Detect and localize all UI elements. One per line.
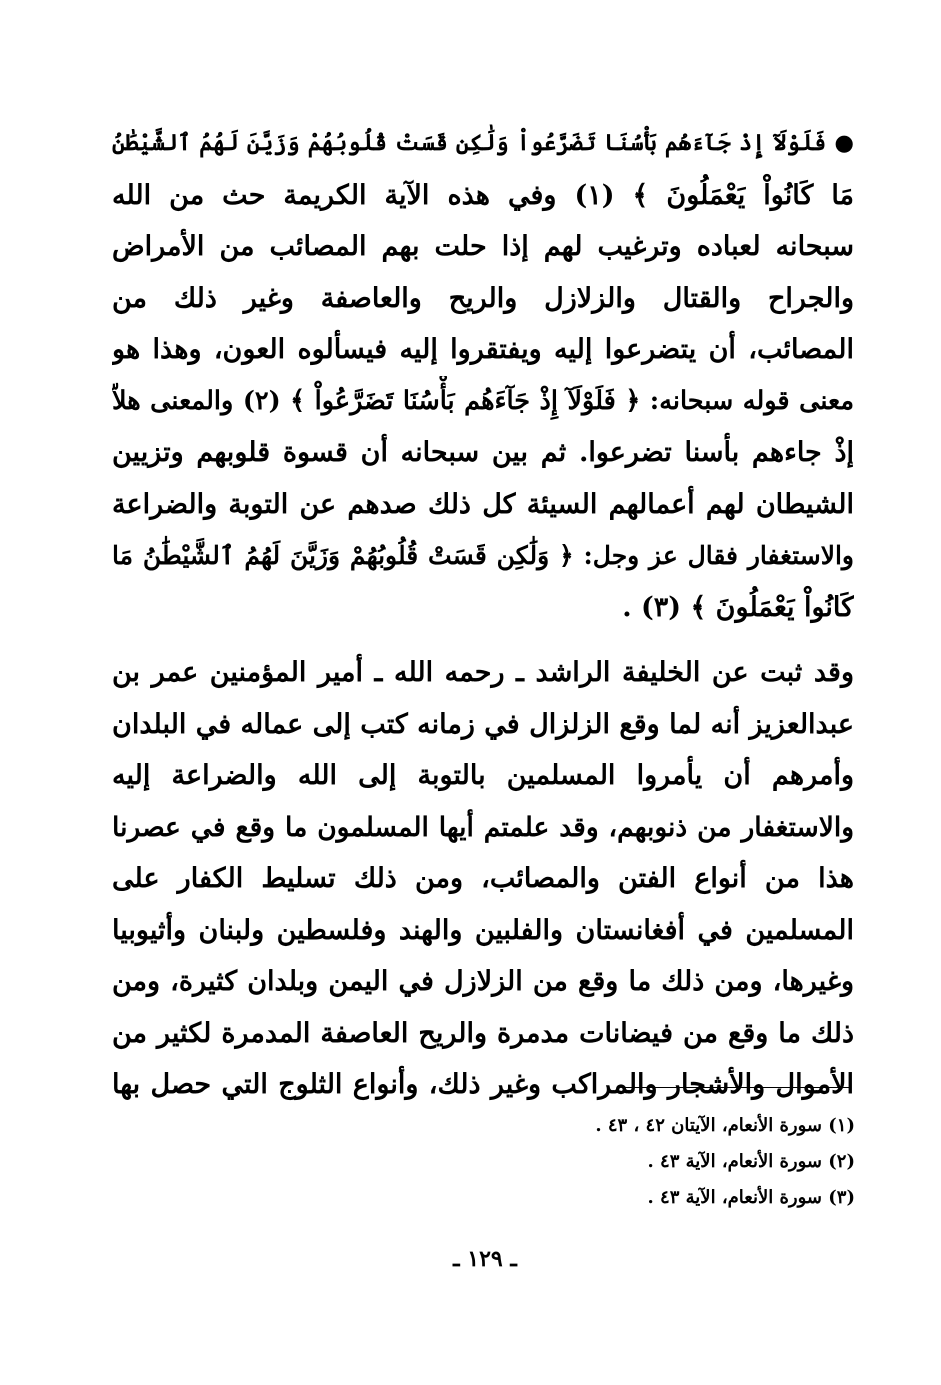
text-line: والاستغفار فقال عز وجل: ﴿ وَلَٰكِن قَسَتْ قُلُوبُهُمْ وَزَيَّنَ لَهُمُ ٱلشَّيْطَٰنُ مَا bbox=[112, 541, 854, 570]
text-line: الأموال والأشجار والمراكب وغير ذلك، وأنواع الثلوج التي حصل بها bbox=[112, 1069, 854, 1100]
text-line: مَا كَانُواْ يَعْمَلُونَ ﴾ (١) وفي هذه الآية الكريمة حث من الله bbox=[112, 179, 854, 211]
text-line: الشيطان لهم أعمالهم السيئة كل ذلك صدهم عن التوبة والضراعة bbox=[112, 488, 854, 520]
text-line: المصائب، أن يتضرعوا إليه ويفتقروا إليه فيسألوه العون، وهذا هو bbox=[112, 334, 854, 365]
text-line: وغيرها، ومن ذلك ما وقع من الزلازل في اليمن وبلدان كثيرة، ومن bbox=[112, 966, 854, 997]
text-line: وقد ثبت عن الخليفة الراشد ـ رحمه الله ـ أمير المؤمنين عمر بن bbox=[112, 657, 854, 688]
text-line: ● فَلَوْلَآ إِذْ جَآءَهُم بَأْسُنَا تَضَرَّعُواْ وَلَٰكِن قَسَتْ قُلُوبُهُمْ وَزَيَّنَ لَهُمُ ٱلشَّيْطَٰنُ bbox=[112, 130, 854, 156]
text-line: كَانُواْ يَعْمَلُونَ ﴾ (٣) . bbox=[622, 591, 854, 623]
text-line: هذا من أنواع الفتن والمصائب، ومن ذلك تسليط الكفار على bbox=[112, 863, 854, 894]
page-number: ـ ١٢٩ ـ bbox=[453, 1246, 517, 1272]
text-line: والجراح والقتال والزلازل والريح والعاصفة وغير ذلك من bbox=[112, 282, 854, 314]
text-line: معنى قوله سبحانه: ﴿ فَلَوْلَآ إِذْ جَآءَهُم بَأْسُنَا تَضَرَّعُواْ ﴾ (٢) والمعنى هلاّ bbox=[112, 385, 854, 416]
text-line: سبحانه لعباده وترغيب لهم إذا حلت بهم المصائب من الأمراض bbox=[112, 231, 854, 262]
text-line: عبدالعزيز أنه لما وقع الزلزال في زمانه كتب إلى عماله في البلدان bbox=[112, 708, 854, 740]
footnote: (٢) سورة الأنعام، الآية ٤٣ . bbox=[647, 1151, 855, 1172]
text-line: ذلك ما وقع من فيضانات مدمرة والريح العاصفة المدمرة لكثير من bbox=[112, 1017, 854, 1049]
text-line: المسلمين في أفغانستان والفلبين والهند وفلسطين ولبنان وأثيوبيا bbox=[112, 914, 854, 946]
footnote: (١) سورة الأنعام، الآيتان ٤٢ ، ٤٣ . bbox=[595, 1115, 855, 1136]
text-line: وأمرهم أن يأمروا المسلمين بالتوبة إلى الله والضراعة إليه bbox=[112, 760, 854, 791]
text-line: إذْ جاءهم بأسنا تضرعوا. ثم بين سبحانه أن قسوة قلوبهم وتزيين bbox=[112, 437, 854, 468]
footnote: (٣) سورة الأنعام، الآية ٤٣ . bbox=[647, 1187, 855, 1208]
paragraph-gap bbox=[112, 633, 854, 647]
main-text bbox=[112, 118, 854, 1111]
footnotes bbox=[400, 1108, 855, 1216]
text-line: والاستغفار من ذنوبهم، وقد علمتم أيها المسلمون ما وقع في عصرنا bbox=[112, 811, 854, 843]
footnote-divider bbox=[622, 1087, 850, 1088]
